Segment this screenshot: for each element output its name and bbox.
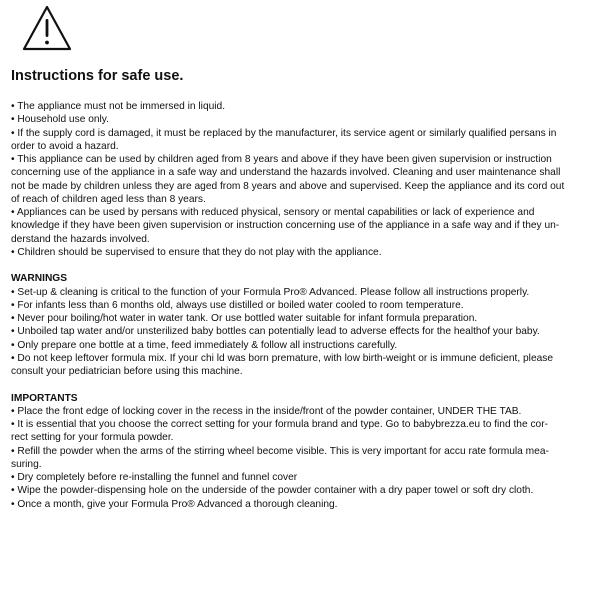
text-line: • Wipe the powder-dispensing hole on the underside of the powder container with a dry paper towel or soft dry cloth. [11, 485, 534, 497]
page-title: Instructions for safe use. [11, 68, 184, 84]
section-spacer [11, 378, 596, 391]
text-line: • Unboiled tap water and/or unsterilized baby bottles can potentially lead to adverse effects for the healthof your baby. [11, 326, 540, 338]
text-line: of reach of children aged less than 8 years. [11, 193, 206, 205]
general-section [11, 100, 596, 259]
text-line: knowledge if they have been given supervision or instruction concerning use of the appliance in a safe way and if they un- [11, 220, 560, 232]
importants-heading: IMPORTANTS [11, 392, 78, 404]
text-line: • Refill the powder when the arms of the stirring wheel become visible. This is very important for accu rate formula mea- [11, 445, 549, 457]
warning-triangle-icon [21, 4, 73, 52]
text-line: • Appliances can be used by persans with reduced physical, sensory or mental capabilities or lack of experience and [11, 207, 535, 218]
text-line: • This appliance can be used by children aged from 8 years and above if they have been given supervision or instruction [11, 154, 552, 165]
text-line: concerning use of the appliance in a safe way and understand the hazards involved. Cleaning and user maintenance shall [11, 167, 561, 179]
instructions-body [11, 100, 596, 511]
text-line: • Set-up & cleaning is critical to the function of your Formula Pro® Advanced. Please follow all instructions properly. [11, 286, 530, 298]
text-line: • Household use only. [11, 114, 109, 126]
text-line: • Once a month, give your Formula Pro® Advanced a thorough cleaning. [11, 498, 338, 510]
text-line: order to avoid a hazard. [11, 140, 119, 152]
text-line: not be made by children unless they are aged from 8 years and above and supervised. Keep the appliance and its cord out [11, 180, 565, 192]
text-line: • The appliance must not be immersed in liquid. [11, 101, 226, 112]
text-line: • Never pour boiling/hot water in water tank. Or use bottled water suitable for infant formula preparation. [11, 313, 478, 324]
text-line: rect setting for your formula powder. [11, 432, 174, 444]
text-line: consult your pediatrician before using this machine. [11, 366, 243, 377]
text-line: • Children should be supervised to ensure that they do not play with the appliance. [11, 246, 382, 258]
text-line: • Only prepare one bottle at a time, feed immediately & follow all instructions carefully. [11, 339, 398, 351]
section-spacer [11, 259, 596, 272]
importants-section [11, 392, 596, 511]
text-line: • For infants less than 6 months old, always use distilled or boiled water cooled to room temperature. [11, 299, 464, 311]
text-line: derstand the hazards involved. [11, 233, 150, 245]
text-line: • It is essential that you choose the correct setting for your formula brand and type. Go to babybrezza.eu to find the cor- [11, 419, 549, 430]
text-line: • Dry completely before re-installing the funnel and funnel cover [11, 472, 298, 483]
warnings-section [11, 272, 596, 378]
text-line: • Do not keep leftover formula mix. If your chi ld was born premature, with low birth-weight or is immune deficient, please [11, 352, 554, 364]
text-line: • If the supply cord is damaged, it must be replaced by the manufacturer, its service agent or similarly qualified persans in [11, 127, 557, 139]
text-line: suring. [11, 458, 42, 470]
warnings-heading: WARNINGS [11, 273, 68, 285]
text-line: • Place the front edge of locking cover in the recess in the inside/front of the powder container, UNDER THE TAB. [11, 405, 522, 417]
